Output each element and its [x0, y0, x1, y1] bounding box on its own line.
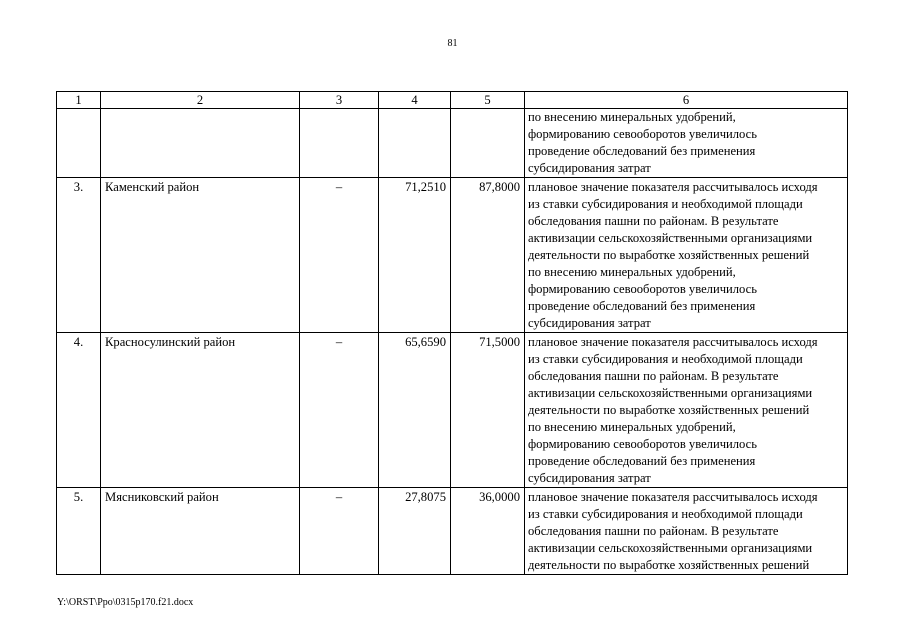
comment-line: из ставки субсидирования и необходимой площади — [528, 507, 803, 521]
column-4-value: 71,2510 — [379, 178, 451, 333]
comment-line: проведение обследований без применения — [528, 144, 756, 158]
comment-line: по внесению минеральных удобрений, — [528, 420, 736, 434]
table-cell — [379, 109, 451, 178]
data-table — [56, 91, 848, 575]
column-5-value: 87,8000 — [451, 178, 525, 333]
comment-line: субсидирования затрат — [528, 161, 651, 175]
district-name: Красносулинский район — [101, 333, 300, 488]
table-header-row — [57, 92, 848, 109]
row-number: 5. — [57, 488, 101, 575]
column-4-value: 65,6590 — [379, 333, 451, 488]
comment-line: из ставки субсидирования и необходимой площади — [528, 352, 803, 366]
comment-line: субсидирования затрат — [528, 471, 651, 485]
page-number: 81 — [447, 38, 458, 49]
comment-line: формированию севооборотов увеличилось — [528, 127, 758, 141]
comment-line: деятельности по выработке хозяйственных решений — [528, 403, 810, 417]
comment-line: субсидирования затрат — [528, 316, 651, 330]
column-5-value: 36,0000 — [451, 488, 525, 575]
column-header: 6 — [525, 92, 848, 109]
table-cell — [451, 109, 525, 178]
file-path-footer: Y:\ORST\Ppo\0315p170.f21.docx — [57, 597, 194, 608]
table-cell — [101, 109, 300, 178]
row-number: 3. — [57, 178, 101, 333]
comment-cell — [525, 488, 848, 575]
comment-line: деятельности по выработке хозяйственных решений — [528, 248, 810, 262]
table-row — [57, 178, 848, 333]
comment-line: плановое значение показателя рассчитывалось исходя — [528, 490, 818, 504]
comment-line: активизации сельскохозяйственными организациями — [528, 541, 813, 555]
table-row — [57, 333, 848, 488]
comment-line: из ставки субсидирования и необходимой площади — [528, 197, 803, 211]
column-header: 4 — [379, 92, 451, 109]
comment-cell — [525, 333, 848, 488]
table-row-continuation — [57, 109, 848, 178]
column-3-value: – — [300, 178, 379, 333]
column-5-value: 71,5000 — [451, 333, 525, 488]
column-header: 3 — [300, 92, 379, 109]
column-header: 2 — [101, 92, 300, 109]
comment-line: обследования пашни по районам. В результате — [528, 524, 779, 538]
comment-line: формированию севооборотов увеличилось — [528, 282, 758, 296]
table-cell — [57, 109, 101, 178]
row-number: 4. — [57, 333, 101, 488]
table-row — [57, 488, 848, 575]
comment-line: плановое значение показателя рассчитывалось исходя — [528, 335, 818, 349]
comment-line: проведение обследований без применения — [528, 299, 756, 313]
comment-line: активизации сельскохозяйственными организациями — [528, 386, 813, 400]
comment-line: формированию севооборотов увеличилось — [528, 437, 758, 451]
comment-cell — [525, 109, 848, 178]
column-header: 5 — [451, 92, 525, 109]
comment-line: активизации сельскохозяйственными организациями — [528, 231, 813, 245]
comment-line: обследования пашни по районам. В результате — [528, 369, 779, 383]
comment-line: по внесению минеральных удобрений, — [528, 265, 736, 279]
comment-line: обследования пашни по районам. В результате — [528, 214, 779, 228]
district-name: Каменский район — [101, 178, 300, 333]
comment-line: плановое значение показателя рассчитывалось исходя — [528, 180, 818, 194]
column-3-value: – — [300, 333, 379, 488]
column-header: 1 — [57, 92, 101, 109]
district-name: Мясниковский район — [101, 488, 300, 575]
comment-line: проведение обследований без применения — [528, 454, 756, 468]
comment-cell — [525, 178, 848, 333]
table-cell — [300, 109, 379, 178]
comment-line: деятельности по выработке хозяйственных решений — [528, 558, 810, 572]
column-3-value: – — [300, 488, 379, 575]
column-4-value: 27,8075 — [379, 488, 451, 575]
comment-line: по внесению минеральных удобрений, — [528, 110, 736, 124]
